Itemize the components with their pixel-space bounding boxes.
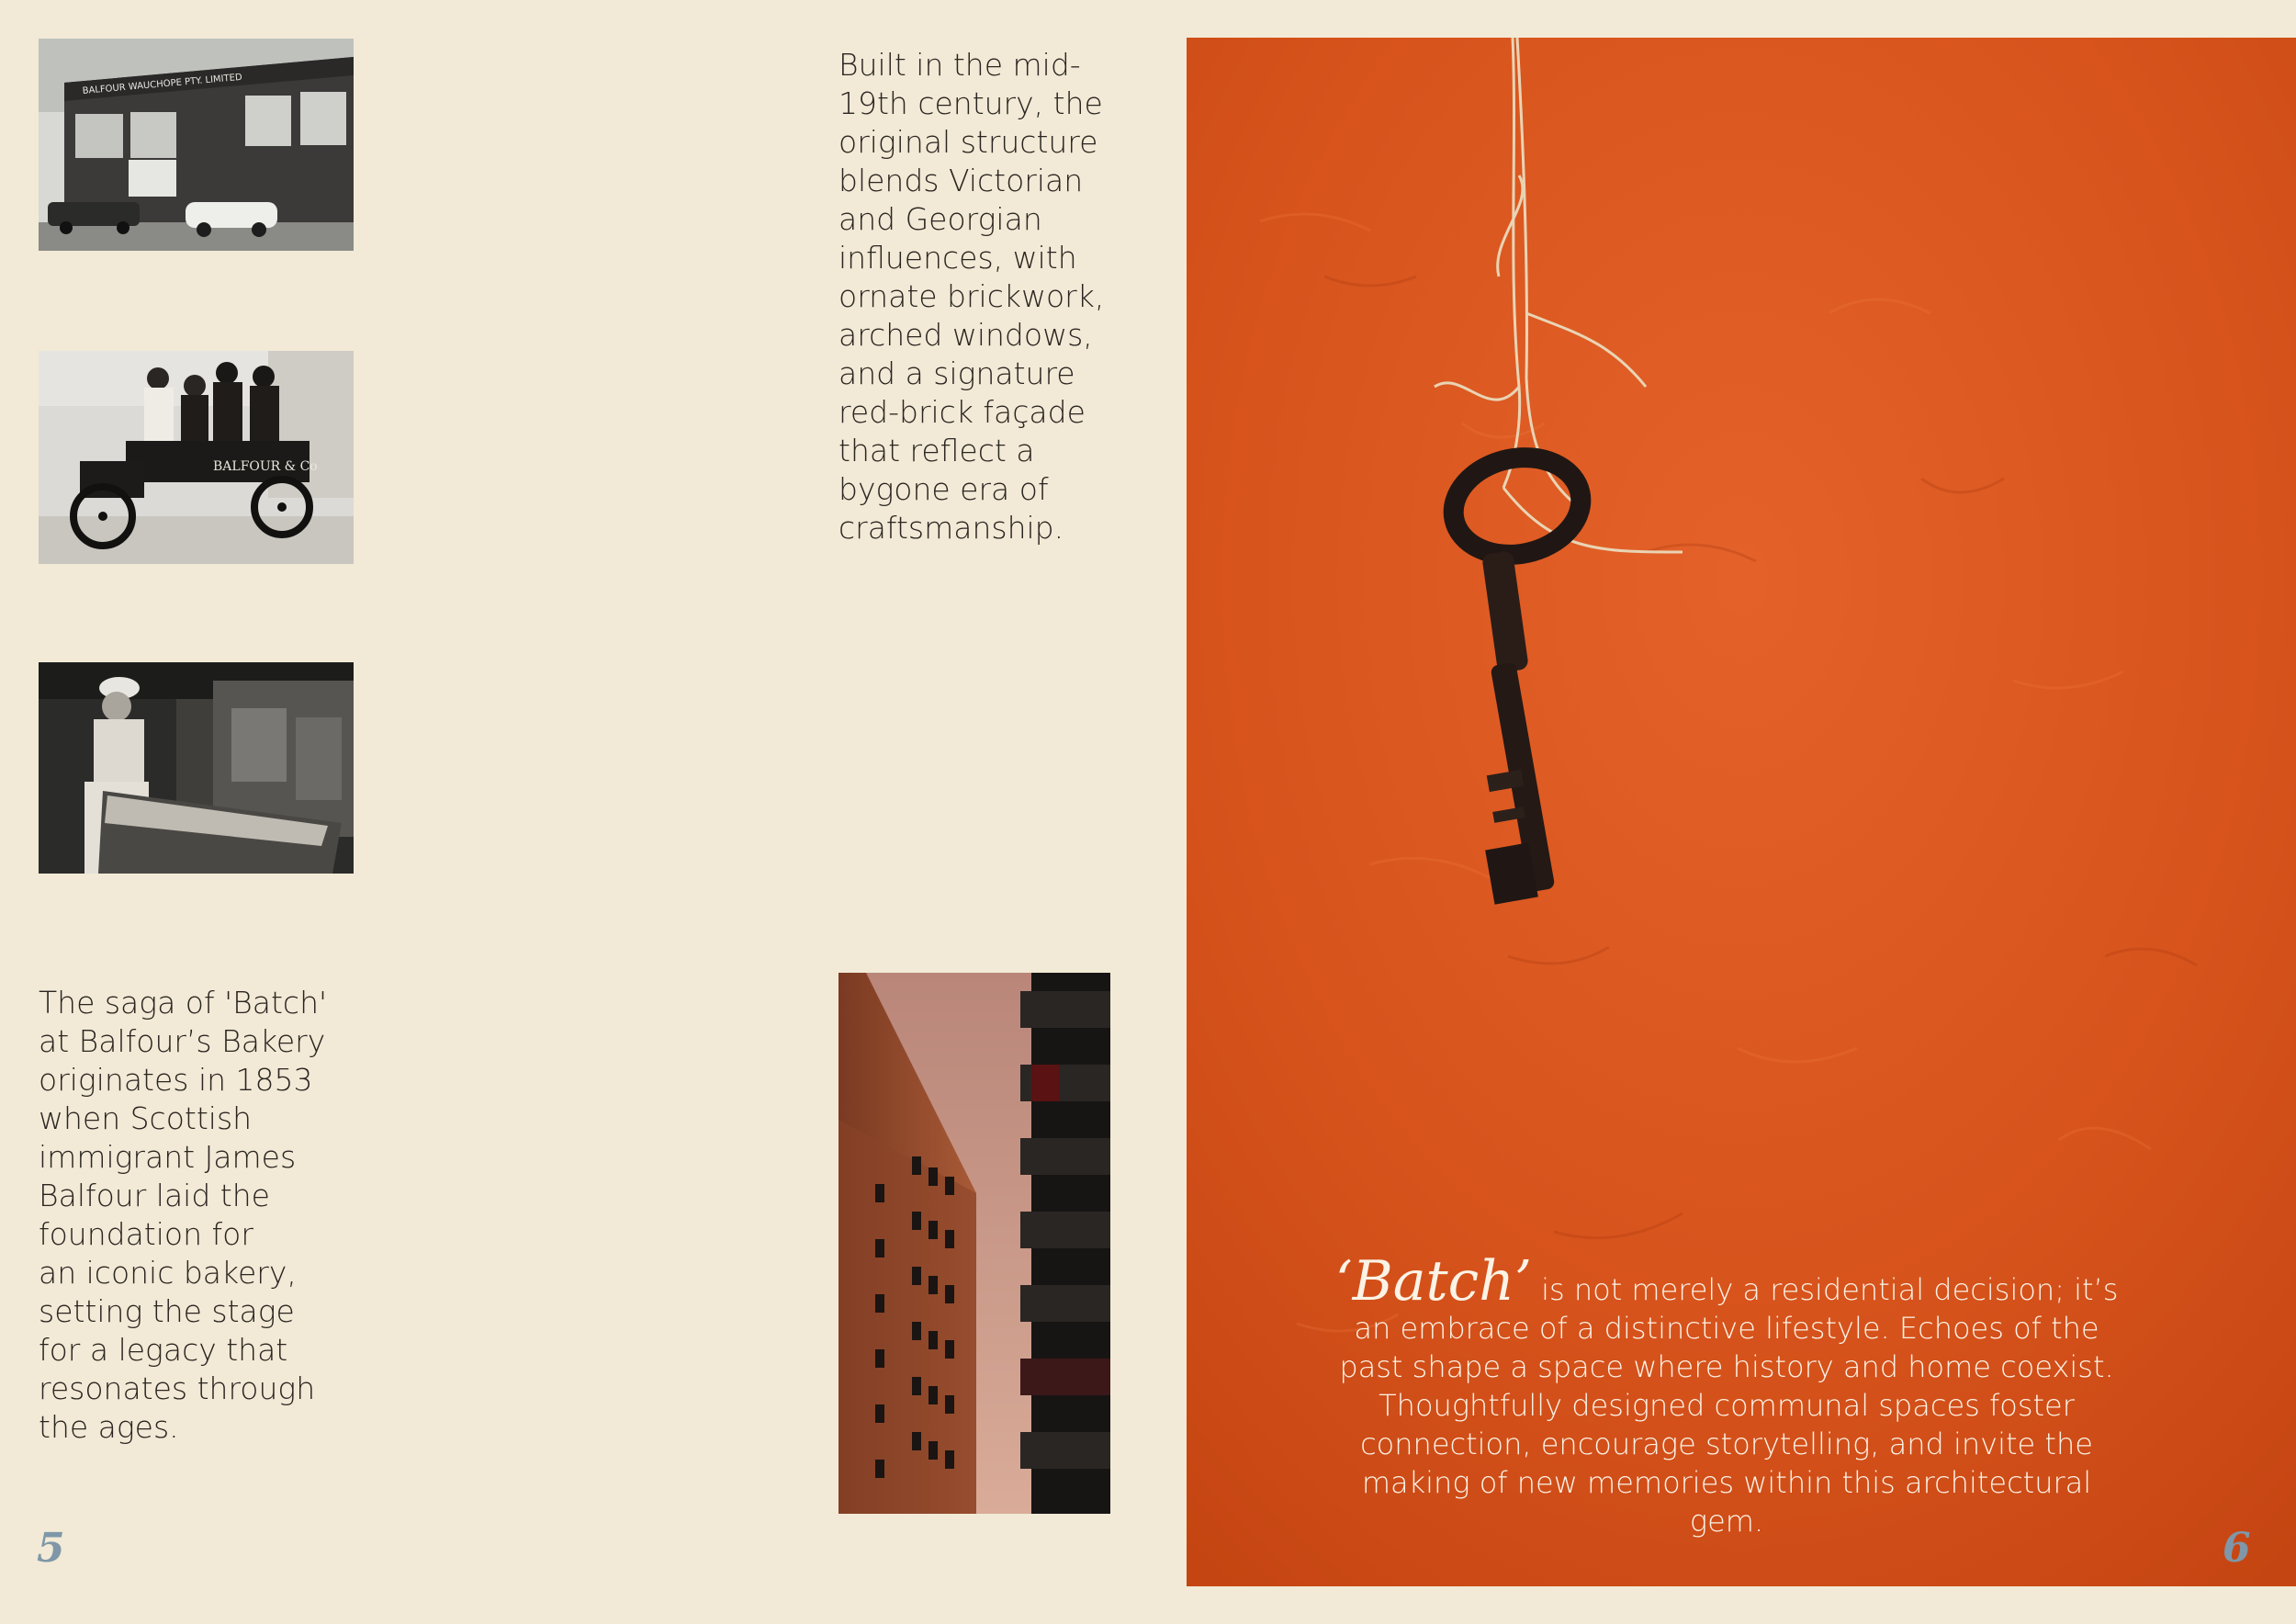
- baker-photo: [39, 662, 354, 874]
- car-lettering: BALFOUR & Co: [213, 459, 318, 474]
- vintage-car-photo: [39, 351, 354, 564]
- batch-caption: [1322, 1249, 2131, 1540]
- batch-emphasis: ‘Batch’: [1334, 1249, 1532, 1314]
- saga-paragraph: The saga of 'Batch' at Balfour’s Bakery originates in 1853 when Scottish immigrant James Balfour laid the foundation for an iconic bakery, setting the stage for a legacy that resonates through the ages.: [39, 985, 328, 1445]
- factory-photo: [39, 39, 354, 251]
- page-number-right: 6: [2223, 1525, 2251, 1572]
- modern-building-photo: [838, 973, 1110, 1514]
- caption-rest: an embrace of a distinctive lifestyle. Echoes of the past shape a space where history and home coexist. Thoughtfully designed communal spaces foster connection, encourage storytelling, and invite the making of new memories within this architectural gem.: [1339, 1311, 2114, 1539]
- page-number-left: 5: [37, 1525, 65, 1572]
- history-paragraph: Built in the mid- 19th century, the original structure blends Victorian and Georgian influences, with ornate brickwork, arched windows, and a signature red-brick façade that reflect a bygone era of craftsmanship.: [838, 47, 1105, 546]
- factory-sign-text: BALFOUR WAUCHOPE PTY. LIMITED: [82, 72, 243, 96]
- caption-lead: is not merely a residential decision; it’s: [1531, 1272, 2119, 1307]
